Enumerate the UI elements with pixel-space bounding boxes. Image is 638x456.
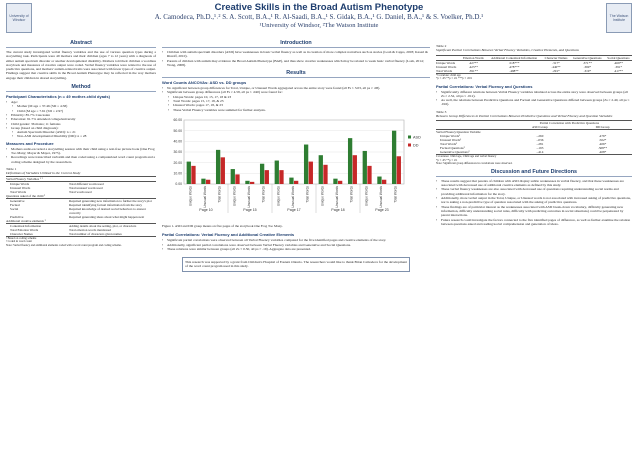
table3-note: Note: Significant group differences in correlations were observed.: [436, 161, 513, 166]
table2-header: Social Questions: [607, 55, 630, 60]
bar-asd: [260, 164, 264, 184]
table1-definition: Total unusual words used: [69, 185, 103, 190]
table3-subtitle: Between Group Differences in Partial Correlations Between Predictive Questions and Verbal Fluency and Question Variables: [436, 114, 613, 119]
table3-cell: -.260: [536, 134, 544, 139]
x-tick-label: Total Words: [349, 185, 354, 203]
results-subheading: Word Counts ANCOVAs: ASD vs. DD groups: [162, 80, 247, 86]
table3-row-label: Generative Questions²: [440, 150, 470, 155]
measure-item: • Mothers audio-recorded a storytelling session with their child using a text-free picture book (One Frog Too Many; Mayer & Mayer, 1975).: [6, 147, 156, 156]
results-bullet: • Total Words: pages 15, 17, 18, & 23: [162, 99, 430, 103]
table3-cell: -.193: [536, 146, 544, 151]
table2-row-label: Unusual Words: [436, 64, 457, 69]
page-group-label: Page 18: [331, 207, 345, 212]
abstract-text: The current study investigated verbal fluency variables and the use of various question types during a storytelling task. Participants were 49 mothers and their children (ages 7 to 12 years) with a diagnosis of either autism spectrum disorder or another developmental disability. Mothers told their children a wordless storybook and measures of creative output were coded. Verbal fluency variables were related to the use of predictive questions, and mothers' autism-related traits were associated with fewer types of creative output. Findings suggest that creative skills in the Broad Autism Phenotype may be reflected in the way mothers engage their children in shared storytelling.: [6, 50, 157, 80]
table3-cell: .508**: [598, 146, 608, 151]
bar-dd: [323, 165, 327, 184]
method-heading: Method: [6, 84, 156, 92]
bar-dd: [235, 174, 239, 184]
center-column: [162, 40, 430, 272]
table2-header: Generative Questions: [573, 55, 602, 60]
table2-cell: .391**: [468, 68, 478, 73]
funding-text: This research was supported by a grant from Children's Hospital of Eastern Ontario. The researchers would like to thank Brian Camodeca for the development of the word count program used in this study.: [185, 260, 407, 269]
correlations-heading: Partial Correlations: Verbal Fluency and Additional Creative Elements: [162, 232, 295, 238]
table1-row: [6, 207, 156, 215]
measures-heading: Measures and Procedure: [6, 140, 54, 146]
table1-section-title: Questions asked of the child ²: [6, 194, 156, 199]
table2-notes: [436, 74, 632, 81]
bar-dd: [397, 156, 401, 184]
partial-corr-list: [436, 90, 632, 107]
x-tick-label: Total Words: [217, 185, 222, 203]
participant-item: • Child gender: 36 males; 11 females: [6, 122, 156, 126]
table3-cell: .476*: [598, 134, 607, 139]
bar-dd: [250, 182, 254, 184]
x-tick-label: Unusual Words: [203, 185, 207, 208]
table3-cell: .502*: [598, 138, 607, 143]
x-tick-label: Unique Words: [232, 185, 237, 207]
x-tick-label: Unique Words: [364, 185, 369, 207]
legend-label: DD: [413, 143, 419, 148]
table1-definition: Required generating ideas about what might happen next: [69, 214, 145, 219]
table2-cell: .371**: [582, 60, 592, 65]
table1-section-title: Additional creative elements ²: [6, 219, 156, 224]
table2-cell: .391*: [614, 64, 623, 69]
table1-definition: Required identifying factual information from the story: [69, 202, 143, 207]
bar-asd: [216, 150, 220, 184]
table2-cell: .498**: [509, 68, 519, 73]
table1-title: Table 1: [6, 166, 17, 171]
table1-row: [6, 223, 156, 228]
x-tick-label: Unusual Words: [247, 185, 251, 208]
table2-header: Emotion Words: [463, 55, 484, 60]
results-heading: Results: [162, 70, 430, 78]
correlation-bullet: • These relations were similar between groups (all Zs < 0.50, all ps > .19). Aggregate data are presented.: [162, 247, 430, 251]
participant-item: • Mother (M age = 37.46 (SD = 4.58): [6, 104, 156, 108]
table3-row-label: Factual Questions²: [440, 146, 465, 151]
x-tick-label: Total Words: [261, 185, 266, 203]
table2-title: Table 2: [436, 44, 447, 48]
bar-dd: [294, 181, 298, 184]
partial-corr-bullet: • As well, the relations between Predictive Questions and Factual and Generative Questions differed between groups (Zs ≥ 2.40, all ps ≤ .016).: [436, 98, 632, 107]
x-tick-label: Unique Words: [276, 185, 281, 207]
left-column: [6, 40, 156, 247]
table1-note: ² Coded in word count: [6, 239, 32, 244]
bar-asd: [304, 145, 308, 184]
table2-cell: .440**: [551, 64, 561, 69]
discussion-bullet: • These verbal fluency weaknesses are also associated with decreased use of questions requiring understanding social norms and providing additional information for the story.: [436, 187, 632, 196]
correlation-bullet: • Additionally, significant partial correlations were observed between Verbal Fluency variables and Generative and Social Questions.: [162, 243, 430, 247]
table2-row: [436, 69, 632, 74]
right-column: [436, 44, 632, 226]
intro-bullet: • Children with autism spectrum disorders (ASD) have weaknesses in basic verbal fluency as well as in creation of more complex narratives such as stories (Losh & Capps, 2003; Kasari & Ristoff, 2010).: [162, 50, 430, 59]
table1-definition: Adding details about the setting, plot, or characters: [69, 223, 137, 228]
table2-row-label: Unique Words: [436, 60, 455, 65]
table2-cell: .319*: [583, 68, 592, 73]
table3-cell: -.414: [536, 150, 544, 155]
table3-notes: [436, 155, 632, 166]
table1-variable: Unique Words: [10, 181, 29, 186]
bar-asd: [245, 181, 249, 184]
y-tick-label: 60.00: [173, 118, 182, 123]
table2-cell: .469**: [613, 60, 623, 65]
table3-note: Covariates: ¹child age, ²child age and verbal fluency: [436, 154, 497, 159]
table1: [6, 176, 156, 237]
table2-cell: .478***: [508, 64, 520, 69]
bar-asd: [289, 178, 293, 184]
table1-definition: Total different words used: [69, 181, 104, 186]
y-tick-label: 30.00: [173, 150, 182, 155]
table1-definition: Total words used: [69, 189, 92, 194]
table1-variable: Total Emotion Words: [10, 227, 39, 232]
x-tick-label: Total Words: [305, 185, 310, 203]
table2-header: Character Names: [544, 55, 568, 60]
x-tick-label: Unusual Words: [335, 185, 339, 208]
bar-asd: [187, 162, 191, 184]
discussion-heading: Discussion and Future Directions: [436, 169, 632, 177]
table2-note: *p < .05 **p < .01 ***p < .001: [436, 76, 472, 81]
discussion-bullet: • Future research could investigate the factors connected to the five identified pages of difference, as well as further examine the relation between questions asked and reading/social comprehension and generation of ideas.: [436, 218, 632, 227]
table2-note: *Covariate: child age: [436, 72, 461, 77]
table1-subtitle: Definitions of Variables Utilized in the Current Study: [6, 171, 81, 176]
results-bullet: • No significant between group differences for Total, Unique, or Unusual Words aggregated across the entire story were found (all Fs ≤ 3.03, all ps ≥ .08).: [162, 86, 430, 90]
table3-spanner: Partial Correlation with Predictive Questions: [539, 121, 599, 126]
participant-list: [6, 100, 156, 139]
legend-label: ASD: [413, 135, 421, 140]
table1-variable: Factual: [10, 202, 20, 207]
table2-cell: .425**: [468, 64, 478, 69]
bar-dd: [279, 170, 283, 184]
participants-heading: Participant Characteristics (n = 49 mother-child dyads): [6, 94, 110, 100]
table1-variable: Character Names: [10, 231, 33, 236]
participant-item: • Age:: [6, 100, 156, 104]
table1-definition: Total number of characters given names: [69, 231, 122, 236]
x-tick-label: Unusual Words: [379, 185, 383, 208]
table3-cell: .408*: [598, 150, 607, 155]
legend-swatch: [408, 135, 411, 138]
participant-item: • Education: 91.7% Attended college/university: [6, 117, 156, 121]
bar-dd: [338, 181, 342, 184]
y-tick-label: 0.00: [175, 182, 182, 187]
table1-note: ¹ Based on coding scheme: [6, 235, 37, 240]
table1-variable: Predictive: [10, 214, 24, 219]
bar-asd: [363, 151, 367, 184]
discussion-bullet: • These results suggest that parents of children with ASD display subtle weaknesses in verbal fluency, and that these weaknesses are associated with decreased use of additional creative elements as defined by this study.: [436, 179, 632, 188]
bar-dd: [367, 166, 371, 184]
table1-definition: Required knowledge of desired social behaviors to answer correctly: [69, 206, 146, 215]
bar-dd: [221, 157, 225, 184]
participant-item: • Child (M age = 7.61 (SD = 2.97): [6, 109, 156, 113]
table3-title: Table 3: [436, 109, 447, 114]
bar-dd: [191, 166, 195, 184]
results-bullet: • Significant between group differences (all Fs ≥ 4.58, all ps ≤ .040) were found for:: [162, 90, 430, 94]
table2-cell: .417**: [613, 68, 623, 73]
y-tick-label: 20.00: [173, 160, 182, 165]
table1-definition: Required generating new information to further the story's plot: [69, 198, 152, 203]
abstract-heading: Abstract: [6, 40, 156, 48]
partial-corr-bullet: • Significantly different relations between Verbal Fluency variables tabulated across the entire story were observed between groups (all Zs ≥ 2.52, all ps ≤ .012).: [436, 90, 632, 99]
page-group-label: Page 23: [375, 207, 389, 212]
participant-item: • Group (based on child diagnosis):: [6, 126, 156, 130]
bar-asd: [231, 169, 235, 184]
table2-cell: .317*: [552, 60, 560, 65]
funding-box: [182, 257, 410, 272]
table3-row-label: Unusual Words¹: [440, 138, 462, 143]
x-tick-label: Unique Words: [320, 185, 325, 207]
authors: A. Camodeca, Ph.D.,¹˒² S. A. Scott, B.A.,¹ R. Al-Saadi, B.A.,¹ S. Gidak, B.A.,¹ G. Daniel, B.A.,¹ & S. Voelker, Ph.D.¹: [154, 13, 484, 21]
table1-notes: [6, 237, 156, 248]
bar-dd: [353, 155, 357, 184]
legend-swatch: [408, 143, 411, 146]
table2: [436, 55, 632, 74]
participant-item: • Non-ASD developmental Disability (DD): n = 28: [6, 134, 156, 138]
y-tick-label: 50.00: [173, 128, 182, 133]
discussion-bullet: • These findings are of particular interest as the weaknesses associated with ASD break-down vocabulary, difficulty generating new information, difficulty understanding social rules, difficulty with predicting outcomes in social situations) could be perpetuated by parent interactions.: [436, 205, 632, 218]
x-tick-label: Unique Words: [188, 185, 193, 207]
x-tick-label: Unusual Words: [291, 185, 295, 208]
bar-dd: [309, 162, 313, 184]
x-tick-label: Total Words: [393, 185, 398, 203]
participant-item: • Ethnicity: 85.7% Caucasian: [6, 113, 156, 117]
bar-dd: [265, 170, 269, 184]
table1-variable: Unusual Words: [10, 185, 31, 190]
table3-cell: -.281: [536, 142, 544, 147]
poster-header: [0, 0, 638, 36]
bar-asd: [275, 161, 279, 184]
partial-corr-heading: Partial Correlations: Verbal Fluency and Questions: [436, 83, 533, 89]
results-bullet: • These Verbal Fluency variables were summed for further analysis.: [162, 108, 430, 112]
table3-note: *p < .05 **p < .01: [436, 157, 458, 162]
bar-dd: [206, 180, 210, 184]
results-bullet: • Unique Words: pages 10, 15, 17, 18 & 23: [162, 95, 430, 99]
table3-group-label: Verbal Fluency/Question Variable: [436, 130, 481, 135]
bar-asd: [392, 131, 396, 184]
table3-row-label: Total Words¹: [440, 142, 458, 147]
poster-title: Creative Skills in the Broad Autism Phenotype: [214, 2, 424, 13]
results-list: [162, 86, 430, 112]
table1-definition: Total emotion words mentioned: [69, 227, 111, 232]
y-tick-label: 40.00: [173, 139, 182, 144]
page-group-label: Page 17: [287, 207, 301, 212]
figure1-chart: [162, 114, 430, 224]
table2-subtitle: Significant Partial Correlations Between Verbal Fluency Variables, Creative Elements, and Questions: [436, 48, 579, 53]
table3-header: ASD Group: [531, 125, 548, 130]
table3-cell: -.036: [536, 138, 544, 143]
table2-cell: .518***: [508, 60, 520, 65]
table1-note: Note: Verbal fluency and additional elements coded with a word count program and coding scheme.: [6, 242, 122, 247]
page-group-label: Page 10: [199, 207, 213, 212]
table2-cell: .427**: [468, 60, 478, 65]
table1-section-title: Verbal Fluency Variables ¹ ²: [6, 176, 156, 181]
results-bullet: • Unusual Words: pages 17, 18, & 23: [162, 103, 430, 107]
page-group-label: Page 15: [243, 207, 257, 212]
introduction-heading: Introduction: [162, 40, 430, 48]
participant-item: • Autism Spectrum Disorder (ASD): n = 21: [6, 130, 156, 134]
table1-variable: Total Words: [10, 189, 27, 194]
measures-list: [6, 147, 156, 164]
table1-variable: Social: [10, 206, 19, 211]
affiliations: ¹University of Windsor, ²The Watson Institute: [259, 22, 379, 29]
table3: [436, 120, 632, 155]
table2-cell: .291*: [552, 68, 560, 73]
bar-asd: [319, 155, 323, 184]
table3-row-label: Unique Words¹: [440, 134, 460, 139]
table3-cell: .406*: [598, 142, 607, 147]
institute-logo: The Watson Institute: [606, 3, 632, 33]
bar-asd: [377, 177, 381, 184]
bar-dd: [382, 180, 386, 184]
intro-bullet: • Parents of children with autism may evidence the Broad Autism Phenotype (BAP), and thus show creative weaknesses which may be related to weak basic verbal fluency (Losh, 2014; Wong, 2008).: [162, 59, 430, 68]
correlations-list: [162, 238, 430, 251]
university-logo: University of Windsor: [6, 3, 32, 33]
bar-asd: [333, 179, 337, 184]
bar-asd: [348, 138, 352, 184]
introduction-list: [162, 50, 430, 67]
table2-header: Additional Contextual Information: [491, 55, 538, 60]
measure-item: • Recordings were transcribed verbatim and then coded using a computerized word count program and a coding scheme designed by the researchers.: [6, 155, 156, 164]
discussion-list: [436, 179, 632, 226]
y-tick-label: 10.00: [173, 171, 182, 176]
correlation-bullet: • Significant partial correlations were observed between all Verbal Fluency variables computed for the five identified pages and creative elements of the story.: [162, 238, 430, 242]
discussion-bullet: • Additionally, more verbal output in the Total, Unique, or Unusual words is not associated with increased asking of predictive questions, nor is asking a non-predictive type of question associated with the asking of predictive questions.: [436, 196, 632, 205]
table1-variable: Contextual Information: [10, 223, 42, 228]
figure1-caption: Figure 1. ASD and DD group means on five pages of the storybook One Frog Too Many.: [162, 223, 283, 228]
table2-row-label: Total Words: [436, 68, 453, 73]
table2-cell: .369*: [583, 64, 592, 69]
bar-asd: [201, 179, 205, 184]
table3-header: DD Group: [595, 125, 610, 130]
table1-variable: Generative: [10, 198, 25, 203]
